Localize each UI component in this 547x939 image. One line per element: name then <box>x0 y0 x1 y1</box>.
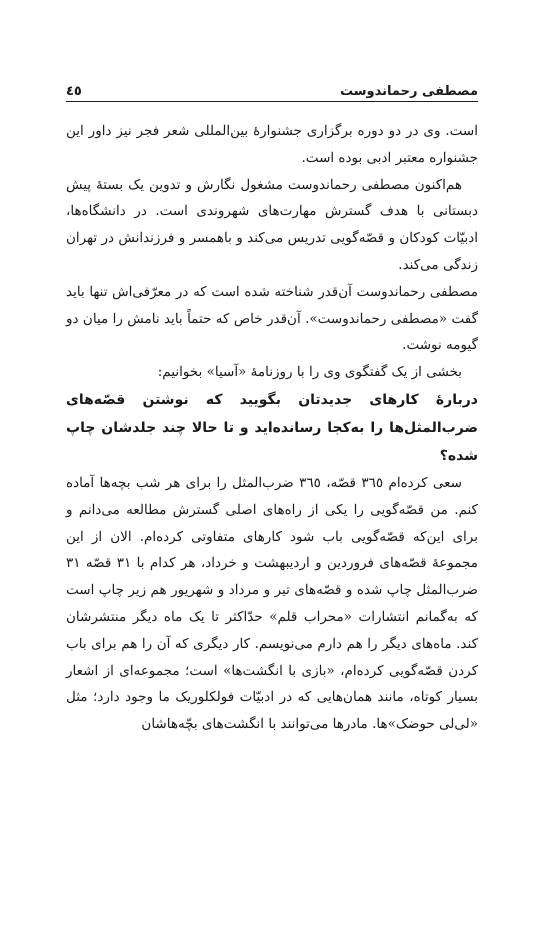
paragraph-current-work: هم‌اکنون مصطفی رحماندوست مشغول نگارش و تدوین یک بستهٔ پیش دبستانی با هدف گسترش مهارت‌های شهروندی است. در دانشگاه‌ها، ادبیّات کودکان و قصّه‌گویی تدریس می‌کند و باهمسر و فرزندانش در تهران زندگی می‌کند. <box>66 176 478 273</box>
header-rule <box>66 101 478 102</box>
page-body <box>66 118 478 738</box>
running-title: مصطفی رحماندوست <box>339 83 478 99</box>
paragraph-introduction: مصطفی رحماندوست آن‌قدر شناخته شده است که در معرّفی‌اش تنها باید گفت «مصطفی رحماندوست». آن‌قدر خاص که حتماً باید نامش را میان دو گیومه نوشت. <box>66 283 478 354</box>
paragraph-continuation: است. وی در دو دوره برگزاری جشنوارهٔ بین‌المللی شعر فجر نیز داور این جشنواره معتبر ادبی بوده است. <box>66 123 478 166</box>
interview-question: دربارهٔ کارهای جدیدتان بگویید که نوشتن قصّه‌های ضرب‌المثل‌ها را به‌کجا رسانده‌اید و تا حالا چند جلدشان چاپ شده؟ <box>66 391 478 464</box>
paragraph-interview-lead: بخشی از یک گفتگوی وی را با روزنامهٔ «آسیا» بخوانیم: <box>157 364 462 381</box>
interview-answer: سعی کرده‌ام ٣٦٥ قصّه، ٣٦٥ ضرب‌المثل را برای هر شب بچه‌ها آماده کنم. من قصّه‌گویی را یکی از راه‌های اصلی گسترش مطالعه می‌دانم و برای این‌که قصّه‌گویی باب شود کارهای متفاوتی کرده‌ام. الان از این مجموعهٔ قصّه‌های فروردین و اردیبهشت و خرداد، هر کدام با ٣١ قصّه ٣١ ضرب‌المثل چاپ شده و قصّه‌های تیر و مرداد و شهریور هم زیر چاپ است که به‌گمانم انتشارات «محراب قلم» حدّاکثر تا یک ماه دیگر منتشرشان کند. ماه‌های دیگر را هم دارم می‌نویسم. کار دیگری که آن را هم برای باب کردن قصّه‌گویی کرده‌ام، «بازی با انگشت‌ها» است؛ مجموعه‌ای از اشعار بسیار کوتاه، مانند همان‌هایی که در ادبیّات فولکلوریک ما وجود دارد؛ مثل «لی‌لی حوضک»ها. مادرها می‌توانند با انگشت‌های بچّه‌هاشان <box>66 474 478 733</box>
page-header <box>66 80 478 102</box>
page-number: ٤٥ <box>66 83 82 99</box>
